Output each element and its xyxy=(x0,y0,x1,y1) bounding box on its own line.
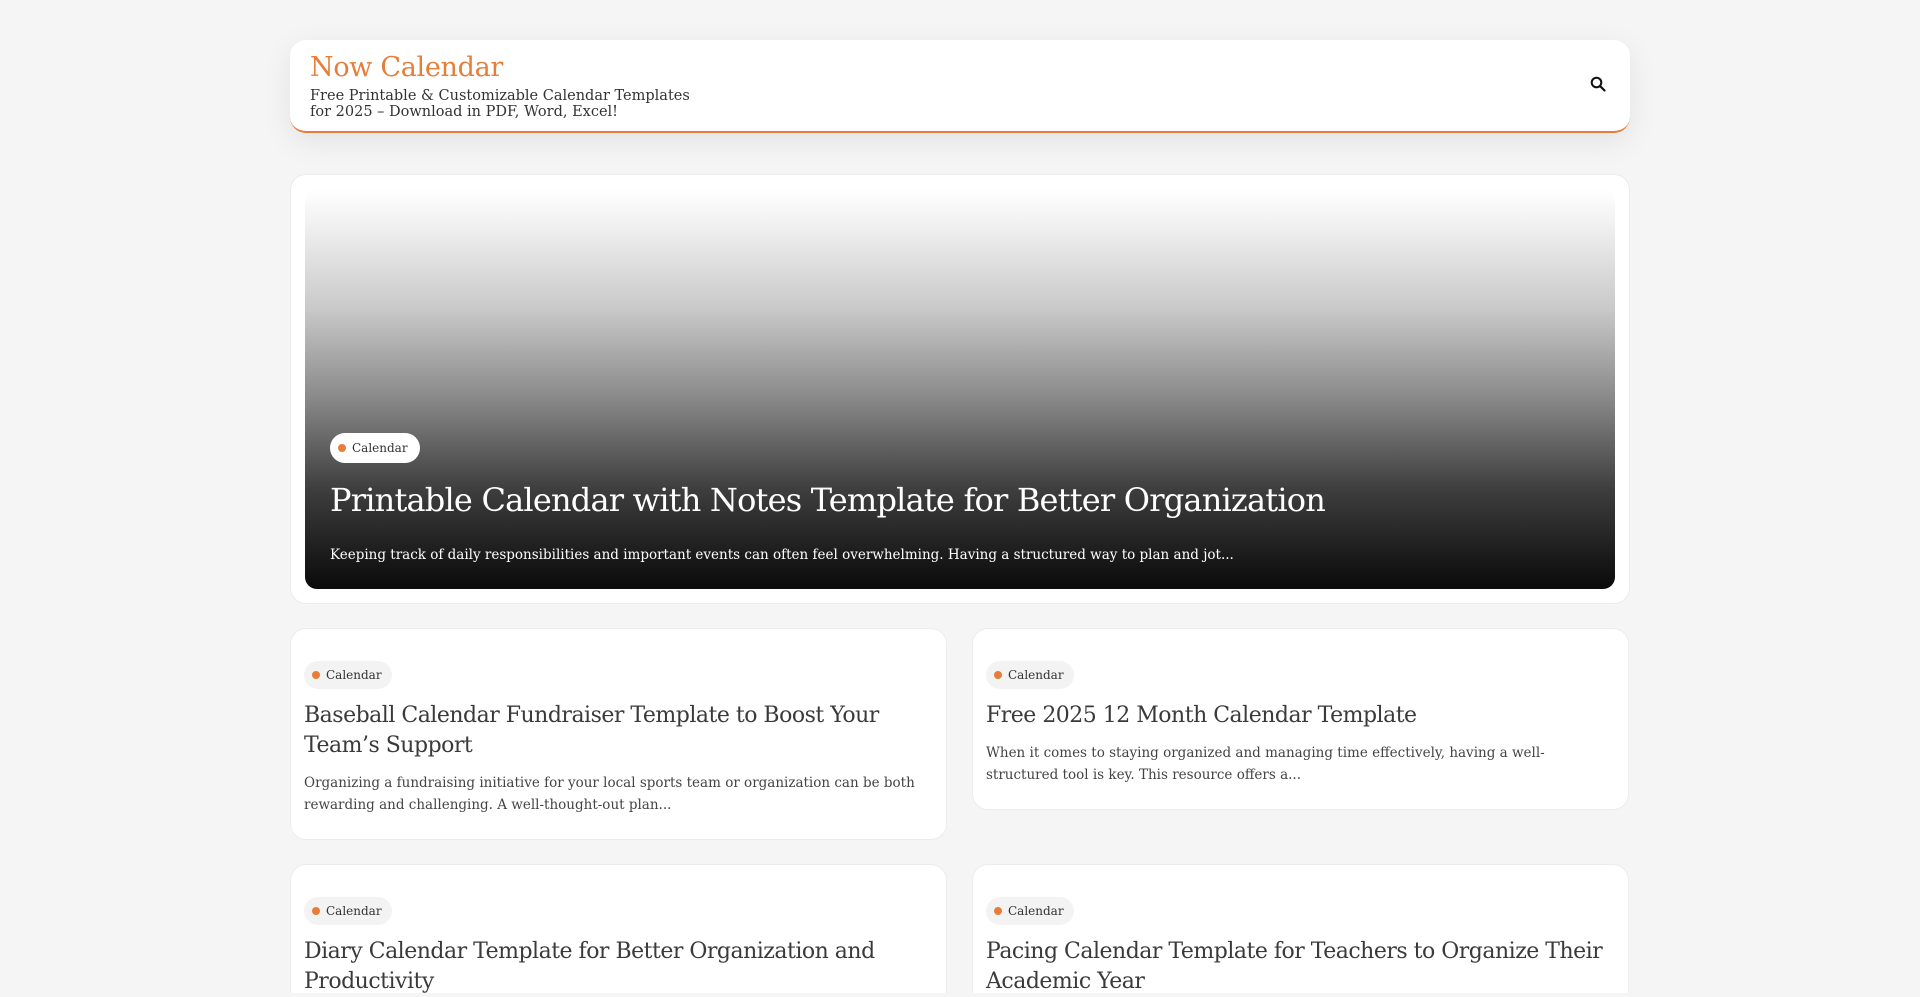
post-excerpt: When it comes to staying organized and managing time effectively, having a well-structured tool is key. This resource offers a... xyxy=(986,745,1545,783)
category-dot xyxy=(338,444,346,452)
category-dot xyxy=(312,671,320,679)
post-card xyxy=(972,864,1629,993)
post-category-tag[interactable] xyxy=(986,661,1074,689)
category-dot xyxy=(994,671,1002,679)
site-title[interactable]: Now Calendar xyxy=(310,52,504,83)
post-category-tag[interactable] xyxy=(986,897,1074,925)
post-title[interactable]: Pacing Calendar Template for Teachers to Organize Their Academic Year xyxy=(986,939,1603,994)
post-title[interactable]: Free 2025 12 Month Calendar Template xyxy=(986,703,1417,728)
post-title[interactable]: Diary Calendar Template for Better Organization and Productivity xyxy=(304,939,875,994)
post-category-tag[interactable] xyxy=(304,661,392,689)
post-category-label: Calendar xyxy=(326,668,382,682)
post-category-label: Calendar xyxy=(326,904,382,918)
post-category-label: Calendar xyxy=(1008,668,1064,682)
post-category-label: Calendar xyxy=(1008,904,1064,918)
featured-post-image[interactable] xyxy=(305,189,1615,589)
site-tagline: Free Printable & Customizable Calendar Templates for 2025 – Download in PDF, Word, Excel! xyxy=(310,88,690,120)
featured-post-excerpt: Keeping track of daily responsibilities and important events can often feel overwhelming. Having a structured way to plan and jot... xyxy=(330,547,1234,563)
post-title[interactable]: Baseball Calendar Fundraiser Template to Boost Your Team’s Support xyxy=(304,703,879,758)
featured-category-tag[interactable] xyxy=(330,433,420,463)
post-card xyxy=(972,628,1629,810)
search-icon xyxy=(1590,76,1610,92)
category-dot xyxy=(312,907,320,915)
post-category-tag[interactable] xyxy=(304,897,392,925)
featured-post-title[interactable]: Printable Calendar with Notes Template for Better Organization xyxy=(330,481,1326,519)
featured-category-label: Calendar xyxy=(352,441,408,455)
category-dot xyxy=(994,907,1002,915)
featured-post-card xyxy=(290,174,1630,604)
post-card xyxy=(290,628,947,840)
site-header xyxy=(290,40,1630,133)
post-excerpt: Organizing a fundraising initiative for your local sports team or organization can be both rewarding and challenging. A well-thought-out plan... xyxy=(304,775,915,813)
search-button[interactable] xyxy=(1590,76,1610,96)
post-card xyxy=(290,864,947,993)
